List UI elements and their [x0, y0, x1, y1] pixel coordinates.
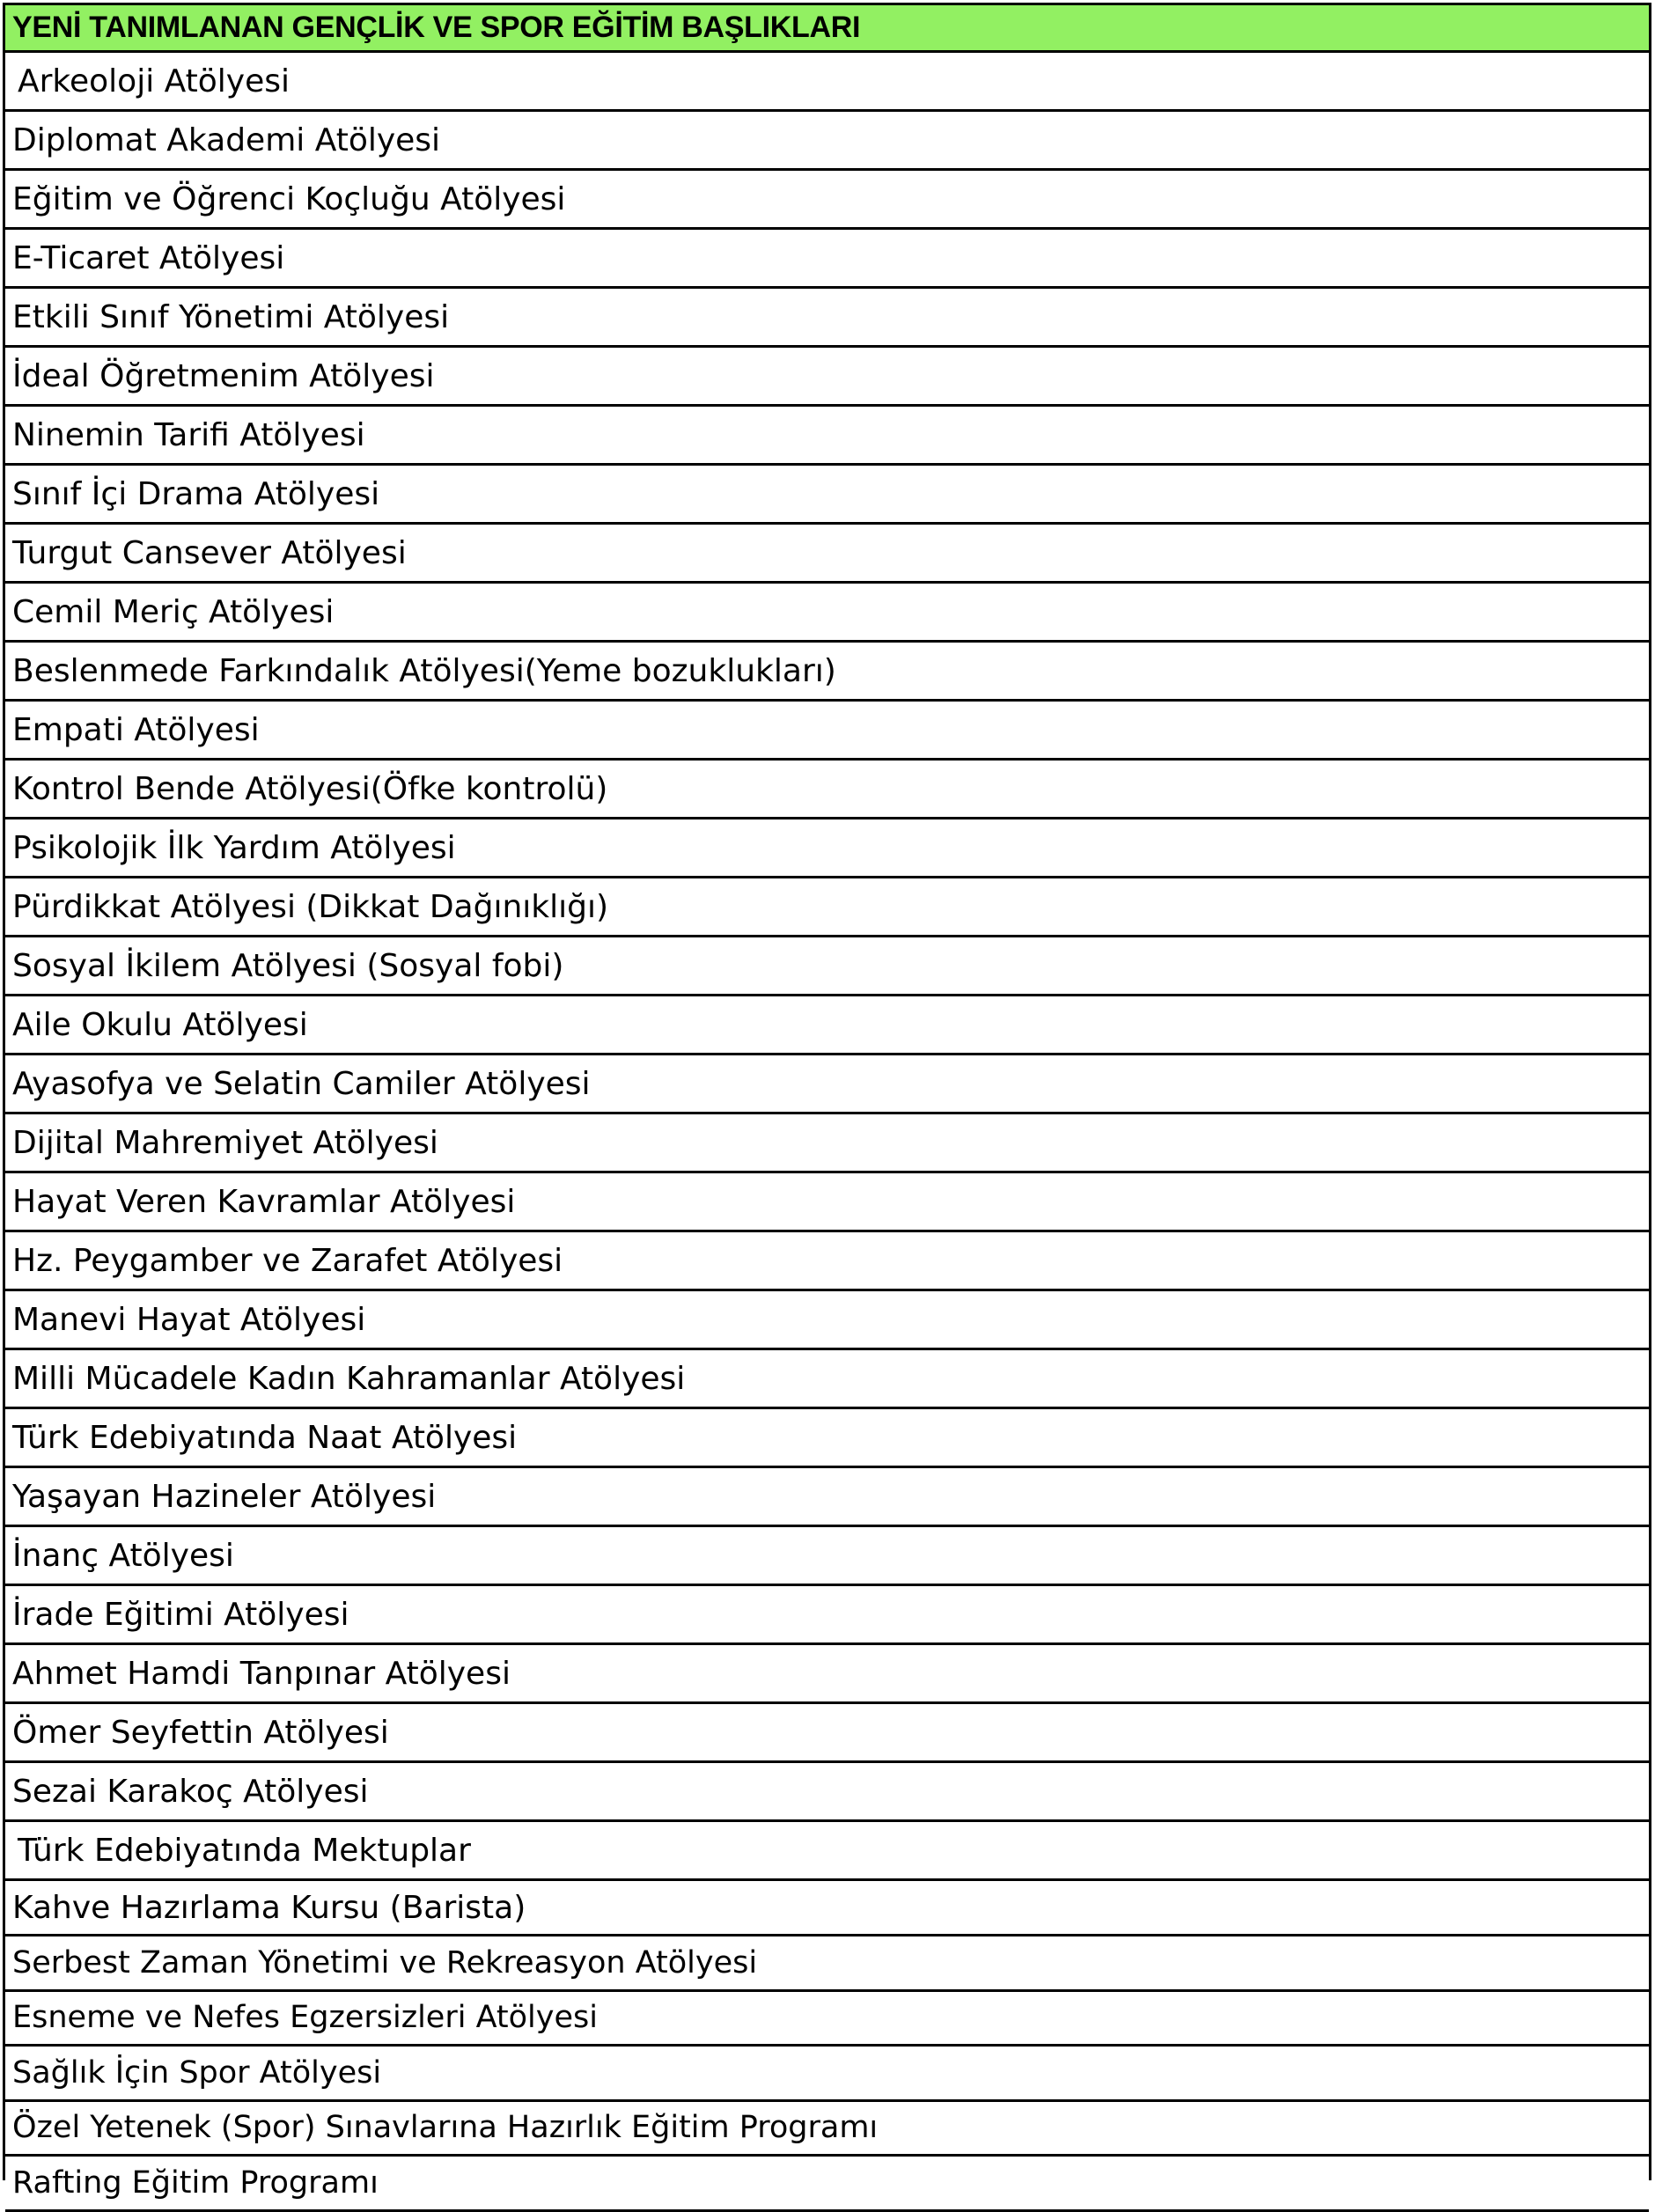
table-row[interactable]: Aile Okulu Atölyesi [5, 996, 1649, 1055]
table-row[interactable]: Turgut Cansever Atölyesi [5, 525, 1649, 584]
table-row[interactable]: Ömer Seyfettin Atölyesi [5, 1704, 1649, 1763]
table-row[interactable]: Ninemin Tarifi Atölyesi [5, 407, 1649, 466]
table-row[interactable]: Beslenmede Farkındalık Atölyesi(Yeme bozuklukları) [5, 643, 1649, 702]
table-row[interactable]: Ayasofya ve Selatin Camiler Atölyesi [5, 1055, 1649, 1114]
table-row[interactable]: Ahmet Hamdi Tanpınar Atölyesi [5, 1645, 1649, 1704]
table-row[interactable]: İnanç Atölyesi [5, 1527, 1649, 1586]
table-row[interactable]: Diplomat Akademi Atölyesi [5, 112, 1649, 171]
table-row[interactable]: Türk Edebiyatında Mektuplar [5, 1822, 1649, 1881]
table-row[interactable]: Sağlık İçin Spor Atölyesi [5, 2047, 1649, 2102]
spreadsheet-table [3, 3, 1651, 2201]
table-row[interactable]: Kontrol Bende Atölyesi(Öfke kontrolü) [5, 761, 1649, 819]
table-row[interactable]: Kahve Hazırlama Kursu (Barista) [5, 1881, 1649, 1936]
table-header[interactable]: YENİ TANIMLANAN GENÇLİK VE SPOR EĞİTİM BAŞLIKLARI [5, 5, 1649, 53]
table-row[interactable]: Psikolojik İlk Yardım Atölyesi [5, 819, 1649, 878]
table-row[interactable]: Hz. Peygamber ve Zarafet Atölyesi [5, 1232, 1649, 1291]
table-row[interactable]: Dijital Mahremiyet Atölyesi [5, 1114, 1649, 1173]
table-row[interactable]: Pürdikkat Atölyesi (Dikkat Dağınıklığı) [5, 878, 1649, 937]
table-row[interactable]: Arkeoloji Atölyesi [5, 53, 1649, 112]
table-row[interactable]: Milli Mücadele Kadın Kahramanlar Atölyesi [5, 1350, 1649, 1409]
table-row[interactable]: İdeal Öğretmenim Atölyesi [5, 348, 1649, 407]
table-row[interactable]: Rafting Eğitim Programı [5, 2157, 1649, 2212]
table-row[interactable]: Etkili Sınıf Yönetimi Atölyesi [5, 289, 1649, 348]
table-row[interactable]: Sezai Karakoç Atölyesi [5, 1763, 1649, 1822]
table-row[interactable]: Cemil Meriç Atölyesi [5, 584, 1649, 643]
table-row[interactable]: Serbest Zaman Yönetimi ve Rekreasyon Atölyesi [5, 1936, 1649, 1992]
table-row[interactable]: Yaşayan Hazineler Atölyesi [5, 1468, 1649, 1527]
table-row[interactable]: Esneme ve Nefes Egzersizleri Atölyesi [5, 1992, 1649, 2047]
table-row[interactable]: Hayat Veren Kavramlar Atölyesi [5, 1173, 1649, 1232]
table-row[interactable]: Sınıf İçi Drama Atölyesi [5, 466, 1649, 525]
table-row[interactable]: Türk Edebiyatında Naat Atölyesi [5, 1409, 1649, 1468]
table-row[interactable]: İrade Eğitimi Atölyesi [5, 1586, 1649, 1645]
table-row[interactable]: Manevi Hayat Atölyesi [5, 1291, 1649, 1350]
table-body [5, 53, 1649, 2212]
table-row[interactable]: E-Ticaret Atölyesi [5, 230, 1649, 289]
table-row[interactable]: Sosyal İkilem Atölyesi (Sosyal fobi) [5, 937, 1649, 996]
table-row[interactable]: Eğitim ve Öğrenci Koçluğu Atölyesi [5, 171, 1649, 230]
table-row[interactable]: Empati Atölyesi [5, 702, 1649, 761]
table-row[interactable]: Özel Yetenek (Spor) Sınavlarına Hazırlık Eğitim Programı [5, 2102, 1649, 2157]
